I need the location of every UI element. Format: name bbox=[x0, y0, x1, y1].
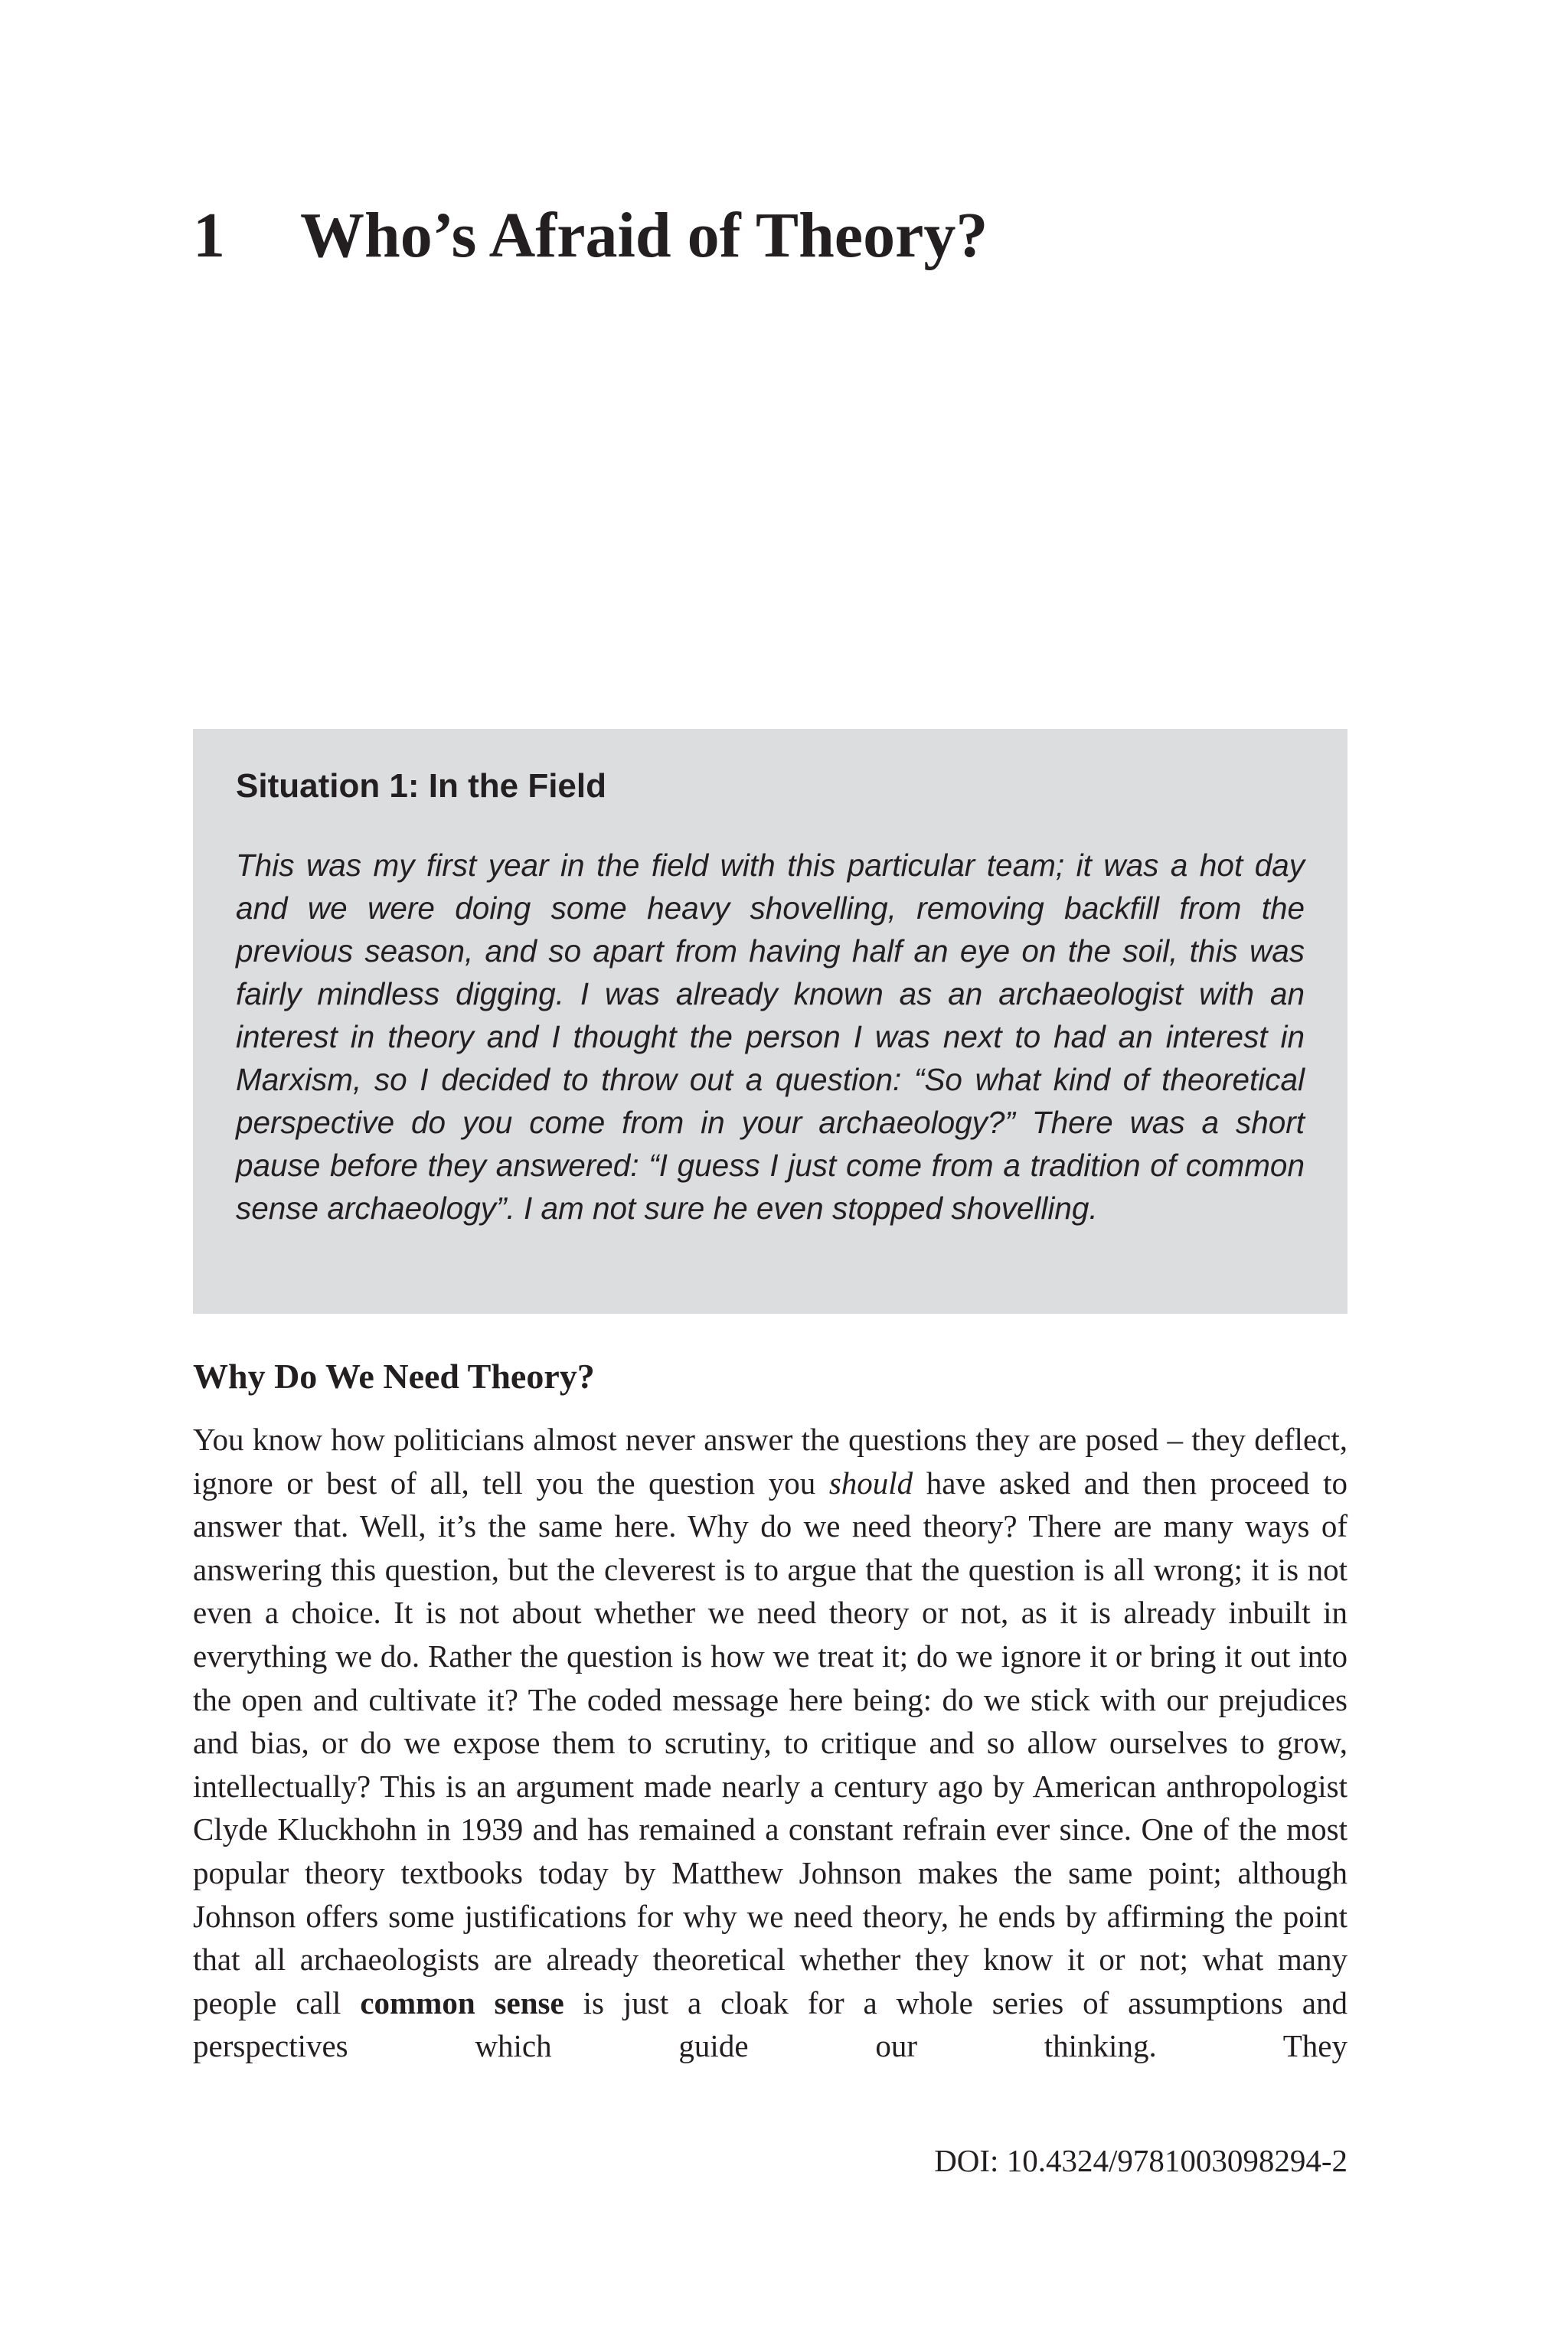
chapter-heading bbox=[193, 190, 988, 282]
chapter-title: Who’s Afraid of Theory? bbox=[300, 200, 988, 271]
situation-box-title: Situation 1: In the Field bbox=[236, 767, 606, 805]
body-text-part-2: have asked and then proceed to answer that. Well, it’s the same here. Why do we need theory? There are many ways of answering this question, but the cleverest is to argue that the question is all wrong; it is not even a choice. It is not about whether we need theory or not, as it is already inbuilt in everything we do. Rather the question is how we treat it; do we ignore it or bring it out into the open and cultivate it? The coded message here being: do we stick with our prejudices and bias, or do we expose them to scrutiny, to critique and so allow ourselves to grow, intellectually? This is an argument made nearly a century ago by American anthropologist Clyde Kluckhohn in 1939 and has remained a constant refrain ever since. One of the most popular theory textbooks today by Matthew Johnson makes the same point; although Johnson offers some justifications for why we need theory, he ends by affirming the point that all archaeologists are already theoretical whether they know it or not; what many people call bbox=[193, 1465, 1348, 2020]
body-text-part-1: You know how politicians almost never answer the questions they are posed – they deflect, ignore or best of all, tell you the question you bbox=[193, 1422, 1348, 1501]
body-paragraph bbox=[193, 1418, 1348, 2068]
chapter-number: 1 bbox=[193, 200, 225, 271]
doi-footer: DOI: 10.4324/9781003098294-2 bbox=[934, 2143, 1348, 2178]
body-text-part-3: is just a cloak for a whole series of assumptions and perspectives which guide our thinking. They bbox=[193, 1984, 1348, 2064]
body-emphasis: should bbox=[828, 1465, 913, 1501]
section-heading: Why Do We Need Theory? bbox=[193, 1357, 595, 1396]
body-bold-term: common sense bbox=[360, 1984, 564, 2020]
situation-box bbox=[193, 729, 1348, 1314]
situation-box-text: This was my first year in the field with this particular team; it was a hot day and we were doing some heavy shovelling, removing backfill from the previous season, and so apart from having half an eye on the soil, this was fairly mindless digging. I was already known as an archaeologist with an interest in theory and I thought the person I was next to had an interest in Marxism, so I decided to throw out a question: “So what kind of theoretical perspective do you come from in your archaeology?” There was a short pause before they answered: “I guess I just come from a tradition of common sense archaeology”. I am not sure he even stopped shovelling. bbox=[236, 848, 1305, 1226]
